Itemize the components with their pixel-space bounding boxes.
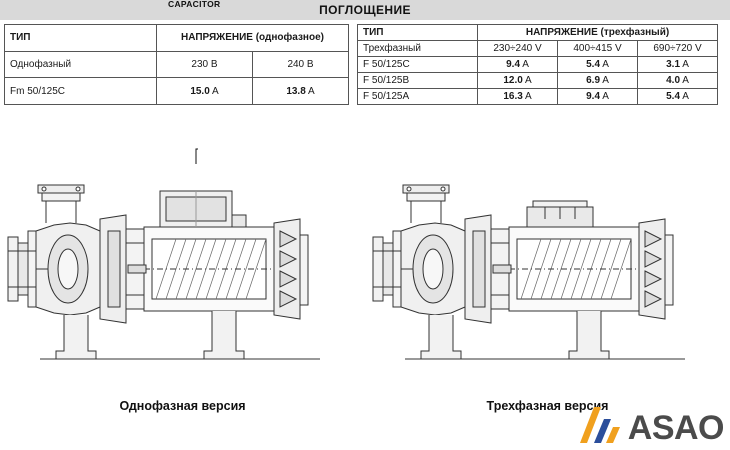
cell-model: F 50/125B [358, 73, 478, 89]
unit-ampere: A [602, 91, 609, 102]
three-phase-table [357, 24, 718, 105]
capacitor-leader-line [0, 119, 365, 419]
header-voltage: НАПРЯЖЕНИЕ (однофазное) [157, 25, 349, 52]
page-banner [0, 0, 730, 20]
unit-ampere: A [602, 75, 609, 86]
cell-current-2 [558, 89, 638, 105]
cell-phase: Однофазный [5, 51, 157, 78]
cell-current-1 [478, 57, 558, 73]
pump-drawing-three-phase [365, 119, 730, 389]
cell-current-240 [253, 78, 349, 105]
header-voltage-240: 240 В [253, 51, 349, 78]
table-row [358, 57, 718, 73]
header-type: ТИП [358, 25, 478, 41]
logo-text: ASAO [627, 409, 724, 447]
table-row [358, 73, 718, 89]
unit-ampere: A [525, 75, 532, 86]
asao-logo [574, 399, 724, 445]
cell-model: F 50/125C [358, 57, 478, 73]
capacitor-callout-label: CAPACITOR [168, 0, 221, 9]
unit-ampere: A [682, 75, 689, 86]
cell-current-1 [478, 89, 558, 105]
unit-ampere: A [522, 59, 529, 70]
table-header-row [358, 25, 718, 41]
table-header-row [5, 25, 349, 52]
value-current: 4.0 [666, 75, 681, 86]
table-row [358, 89, 718, 105]
header-voltage-400-415: 400÷415 V [558, 41, 638, 57]
cell-current-3 [638, 57, 718, 73]
unit-ampere: A [682, 91, 689, 102]
cell-model: Fm 50/125C [5, 78, 157, 105]
cell-model: F 50/125A [358, 89, 478, 105]
logo-mark-icon [574, 403, 624, 445]
value-current: 5.4 [666, 91, 681, 102]
cell-current-2 [558, 57, 638, 73]
table-subheader-row [5, 51, 349, 78]
header-voltage-690-720: 690÷720 V [638, 41, 718, 57]
unit-ampere: A [308, 85, 315, 97]
value-current: 16.3 [503, 91, 523, 102]
unit-ampere: A [525, 91, 532, 102]
cell-current-230 [157, 78, 253, 105]
value-current: 3.1 [666, 59, 681, 70]
cell-current-3 [638, 89, 718, 105]
value-current: 12.0 [503, 75, 523, 86]
value-current-230: 15.0 [190, 85, 210, 97]
header-voltage-230-240: 230÷240 V [478, 41, 558, 57]
table-subheader-row [358, 41, 718, 57]
figure-three-phase [365, 119, 730, 419]
figure-caption-three-phase: Трехфазная версия [486, 399, 609, 413]
spec-tables [0, 20, 730, 105]
figure-caption-single-phase: Однофазная версия [119, 399, 246, 413]
unit-ampere: A [212, 85, 219, 97]
cell-current-2 [558, 73, 638, 89]
unit-ampere: A [602, 59, 609, 70]
table-row [5, 78, 349, 105]
header-voltage: НАПРЯЖЕНИЕ (трехфазный) [478, 25, 718, 41]
header-voltage-230: 230 В [157, 51, 253, 78]
value-current-240: 13.8 [286, 85, 306, 97]
value-current: 5.4 [586, 59, 601, 70]
value-current: 9.4 [586, 91, 601, 102]
header-type: ТИП [5, 25, 157, 52]
unit-ampere: A [682, 59, 689, 70]
cell-current-3 [638, 73, 718, 89]
cell-current-1 [478, 73, 558, 89]
value-current: 6.9 [586, 75, 601, 86]
cell-phase: Трехфазный [358, 41, 478, 57]
single-phase-table [4, 24, 349, 105]
value-current: 9.4 [506, 59, 521, 70]
page-title: ПОГЛОЩЕНИЕ [319, 3, 411, 17]
